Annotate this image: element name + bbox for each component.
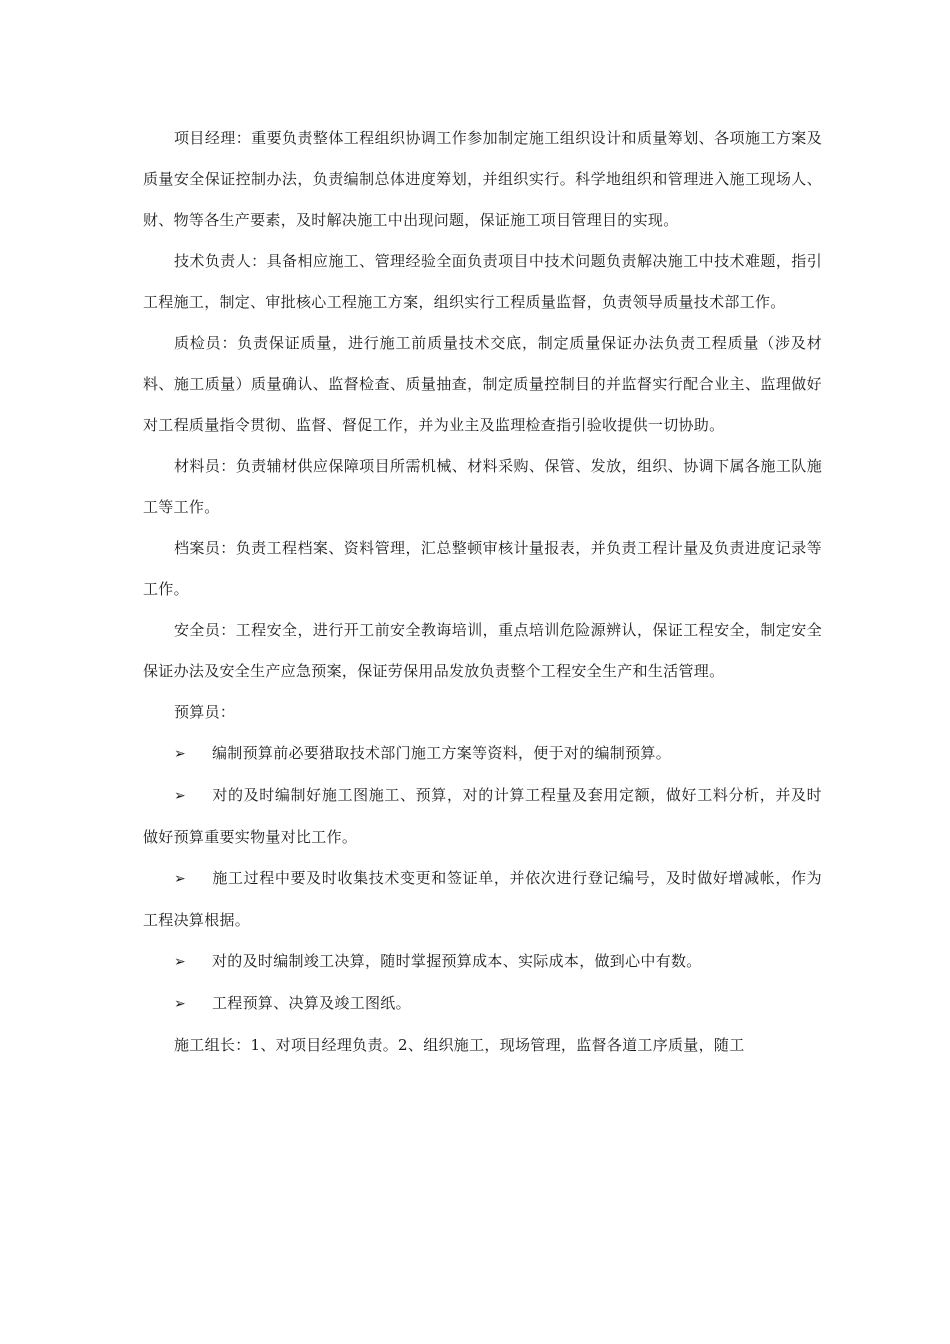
arrow-bullet-icon: ➢ — [174, 871, 187, 887]
list-item — [143, 733, 822, 775]
arrow-bullet-icon: ➢ — [174, 788, 187, 804]
list-item-text: 施工过程中要及时收集技术变更和签证单，并依次进行登记编号，及时做好增减帐，作为工程决算根据。 — [143, 869, 822, 929]
list-item — [143, 775, 822, 858]
paragraph-archivist: 档案员：负责工程档案、资料管理，汇总整顿审核计量报表，并负责工程计量及负责进度记录等工作。 — [143, 539, 822, 598]
list-item-text: 对的及时编制竣工决算，随时掌握预算成本、实际成本，做到心中有数。 — [212, 952, 702, 970]
paragraph-quality-inspector: 质检员：负责保证质量，进行施工前质量技术交底，制定质量保证办法负责工程质量（涉及材料、施工质量）质量确认、监督检查、质量抽查，制定质量控制目的并监督实行配合业主、监理做好对工程质量指令贯彻、监督、督促工作，并为业主及监理检查指引验收提供一切协助。 — [143, 334, 822, 434]
list-item-text: 对的及时编制好施工图施工、预算，对的计算工程量及套用定额，做好工料分析，并及时做好预算重要实物量对比工作。 — [143, 786, 822, 846]
arrow-bullet-icon: ➢ — [174, 996, 187, 1012]
paragraph-safety-officer: 安全员：工程安全，进行开工前安全教诲培训，重点培训危险源辨认，保证工程安全，制定安全保证办法及安全生产应急预案，保证劳保用品发放负责整个工程安全生产和生活管理。 — [143, 621, 822, 680]
paragraph-technical-lead: 技术负责人：具备相应施工、管理经验全面负责项目中技术问题负责解决施工中技术难题，指引工程施工，制定、审批核心工程施工方案，组织实行工程质量监督，负责领导质量技术部工作。 — [143, 252, 822, 311]
list-item — [143, 858, 822, 941]
list-item-text: 编制预算前必要猎取技术部门施工方案等资料，便于对的编制预算。 — [212, 744, 672, 762]
paragraph-budget-officer: 预算员： — [174, 703, 236, 721]
list-item — [143, 941, 822, 983]
arrow-bullet-icon: ➢ — [174, 746, 187, 762]
paragraph-construction-team-lead: 施工组长：1、对项目经理负责。2、组织施工，现场管理，监督各道工序质量，随工 — [174, 1036, 745, 1054]
arrow-bullet-icon: ➢ — [174, 954, 187, 970]
list-item-text: 工程预算、决算及竣工图纸。 — [212, 994, 411, 1012]
paragraph-material-officer: 材料员：负责辅材供应保障项目所需机械、材料采购、保管、发放，组织、协调下属各施工队施工等工作。 — [143, 457, 822, 516]
list-item — [143, 983, 822, 1025]
paragraph-project-manager: 项目经理：重要负责整体工程组织协调工作参加制定施工组织设计和质量筹划、各项施工方案及质量安全保证控制办法，负责编制总体进度筹划，并组织实行。科学地组织和管理进入施工现场人、财、物等各生产要素，及时解决施工中出现问题，保证施工项目管理目的实现。 — [143, 129, 822, 229]
